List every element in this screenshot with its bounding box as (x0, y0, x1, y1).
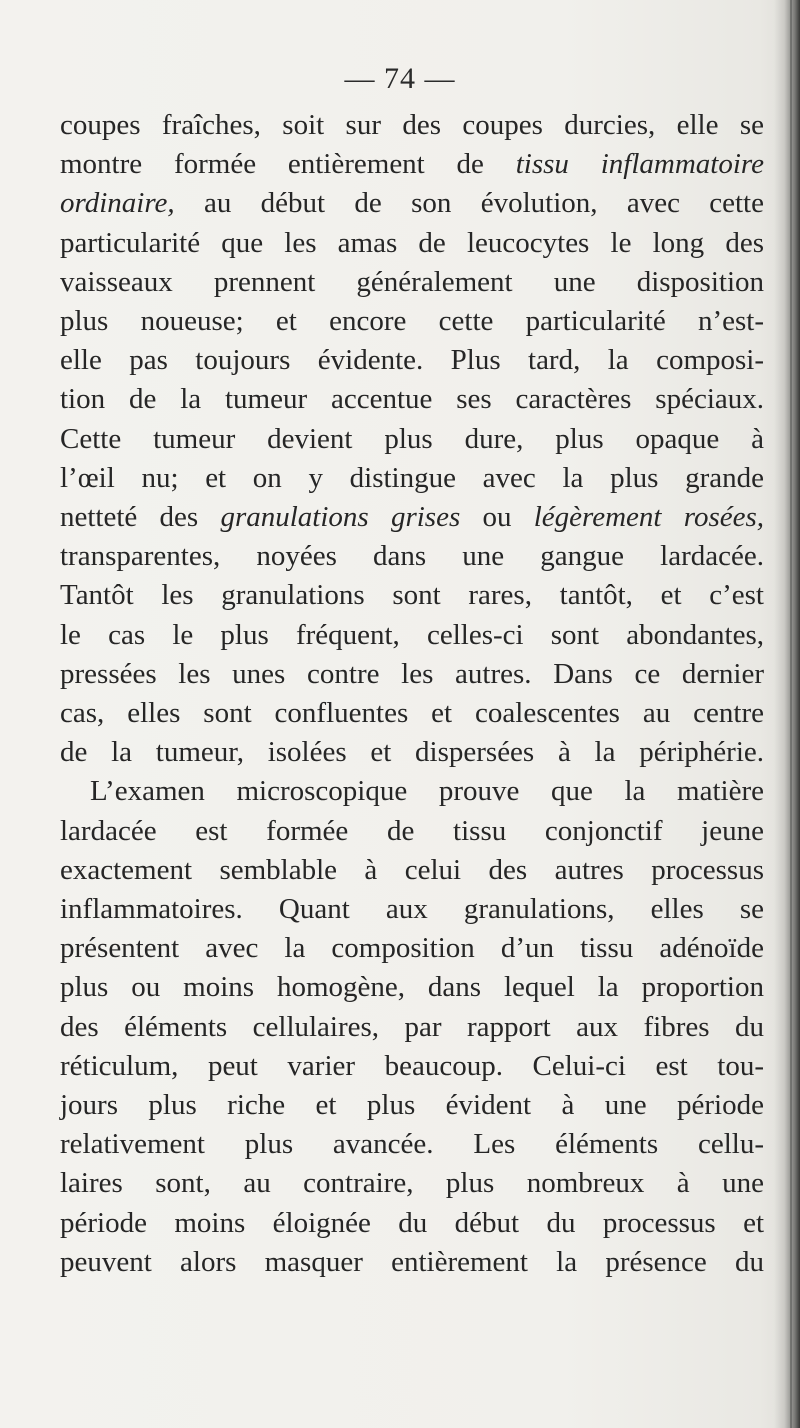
text-segment: des éléments cellulaires, par rapport aux fibres du (60, 1010, 764, 1043)
body-text (60, 106, 764, 1282)
text-segment: L’examen microscopique prouve que la matière (90, 775, 764, 808)
text-line (60, 302, 764, 341)
text-line (60, 812, 764, 851)
text-line (60, 1008, 764, 1047)
text-segment: netteté des (60, 501, 221, 534)
text-segment: jours plus riche et plus évident à une période (60, 1089, 764, 1122)
text-segment: cas, elles sont confluentes et coalescentes au centre (60, 697, 764, 730)
text-line (60, 1204, 764, 1243)
italic-text: légèrement rosées, (533, 501, 765, 534)
text-segment: transparentes, noyées dans une gangue lardacée. (60, 540, 764, 573)
text-segment: l’œil nu; et on y distingue avec la plus grande (60, 461, 764, 494)
text-segment: le cas le plus fréquent, celles-ci sont abondantes, (60, 618, 764, 651)
text-line (60, 420, 764, 459)
text-segment: peuvent alors masquer entièrement la présence du (60, 1245, 764, 1278)
text-line (60, 576, 764, 615)
text-line (60, 459, 764, 498)
text-line (60, 772, 764, 811)
text-segment: présentent avec la composition d’un tissu adénoïde (60, 932, 764, 965)
text-segment: exactement semblable à celui des autres processus (60, 853, 764, 886)
text-segment: au début de son évolution, avec cette (174, 187, 764, 220)
text-segment: inflammatoires. Quant aux granulations, elles se (60, 893, 764, 926)
page-edge-line (790, 0, 792, 1428)
italic-text: ordinaire, (60, 187, 175, 220)
text-segment: laires sont, au contraire, plus nombreux à une (60, 1167, 764, 1200)
text-line (60, 263, 764, 302)
text-line (60, 145, 764, 184)
text-line (60, 694, 764, 733)
text-line (60, 1243, 764, 1282)
text-segment: vaisseaux prennent généralement une disposition (60, 265, 764, 298)
text-line (60, 224, 764, 263)
text-segment: plus noueuse; et encore cette particularité n’est- (60, 305, 764, 338)
text-line (60, 851, 764, 890)
text-segment: tion de la tumeur accentue ses caractères spéciaux. (60, 383, 764, 416)
text-line (60, 1125, 764, 1164)
text-line (60, 1164, 764, 1203)
page-edge-shadow (774, 0, 800, 1428)
text-line (60, 890, 764, 929)
text-segment: ou (460, 501, 534, 534)
text-segment: Cette tumeur devient plus dure, plus opaque à (60, 422, 764, 455)
text-segment: particularité que les amas de leucocytes le long des (60, 226, 764, 259)
page-number: — 74 — (344, 62, 456, 95)
text-line (60, 1047, 764, 1086)
text-segment: période moins éloignée du début du processus et (60, 1206, 764, 1239)
text-line (60, 733, 764, 772)
text-segment: Tantôt les granulations sont rares, tantôt, et c’est (60, 579, 764, 612)
text-line (60, 929, 764, 968)
italic-text: tissu inflammatoire (515, 148, 764, 181)
text-segment: coupes fraîches, soit sur des coupes durcies, elle se (60, 109, 764, 141)
text-segment: de la tumeur, isolées et dispersées à la périphérie. (60, 736, 764, 769)
text-line (60, 498, 764, 537)
text-segment: elle pas toujours évidente. Plus tard, la composi- (60, 344, 764, 377)
text-segment: réticulum, peut varier beaucoup. Celui-ci est tou- (60, 1049, 764, 1082)
text-line (60, 184, 764, 223)
text-line (60, 380, 764, 419)
text-line (60, 968, 764, 1007)
text-segment: pressées les unes contre les autres. Dans ce dernier (60, 657, 764, 690)
text-segment: lardacée est formée de tissu conjonctif jeune (60, 814, 764, 847)
text-line (60, 1086, 764, 1125)
text-line (60, 341, 764, 380)
text-segment: relativement plus avancée. Les éléments cellu- (60, 1128, 764, 1161)
text-line (60, 655, 764, 694)
text-segment: plus ou moins homogène, dans lequel la proportion (60, 971, 764, 1004)
text-segment: montre formée entièrement de (60, 148, 516, 181)
italic-text: granulations grises (220, 501, 461, 534)
text-line (60, 616, 764, 655)
text-line (60, 106, 764, 145)
text-line (60, 537, 764, 576)
